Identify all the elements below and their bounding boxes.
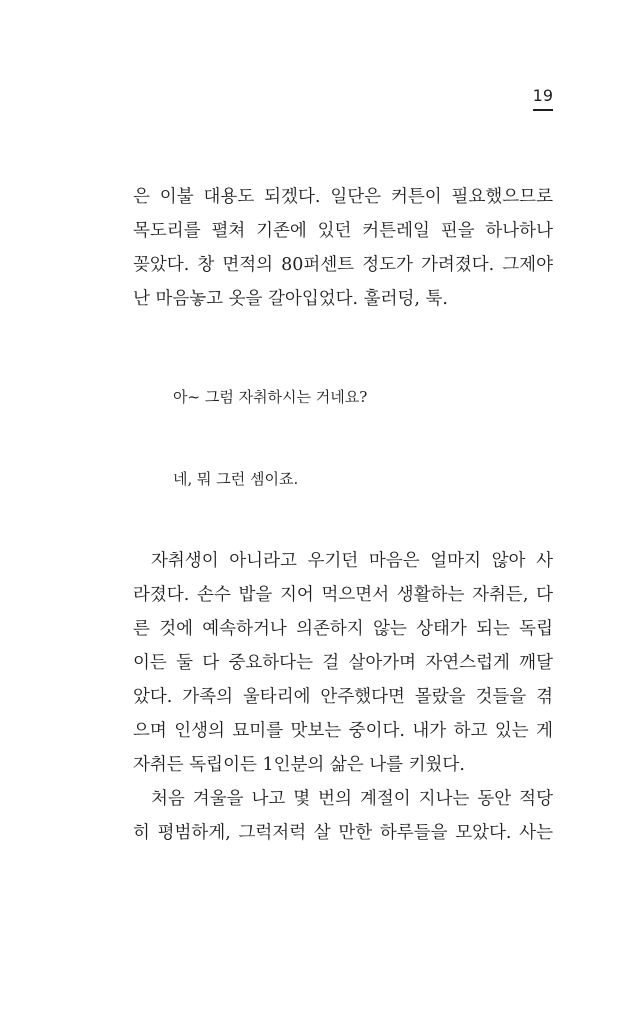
page-number: 19 xyxy=(533,86,553,111)
dialogue-block xyxy=(133,462,553,496)
text-line: 히 평범하게, 그럭저럭 살 만한 하루들을 모았다. 사는 xyxy=(133,823,553,843)
text-line: 자취생이 아니라고 우기던 마음은 얼마지 않아 사 xyxy=(151,551,553,571)
text-line: 난 마음놓고 옷을 갈아입었다. 훌러덩, 툭. xyxy=(133,289,448,309)
paragraph-1 xyxy=(133,180,553,316)
dialogue-block xyxy=(133,380,553,414)
text-line: 은 이불 대용도 되겠다. 일단은 커튼이 필요했으므로 xyxy=(133,187,553,207)
text-line: 목도리를 펼쳐 기존에 있던 커튼레일 핀을 하나하나 xyxy=(133,221,553,241)
text-line: 이든 둘 다 중요하다는 걸 살아가며 자연스럽게 깨달 xyxy=(133,653,553,673)
text-line: 자취든 독립이든 1인분의 삶은 나를 키웠다. xyxy=(133,755,465,775)
text-line: 라졌다. 손수 밥을 지어 먹으면서 생활하는 자취든, 다 xyxy=(133,585,553,605)
dialogue-line: 네, 뭐 그런 셈이죠. xyxy=(173,470,299,488)
dialogue-line: 아~ 그럼 자취하시는 거네요? xyxy=(173,388,368,406)
paragraph-3 xyxy=(133,782,553,850)
text-line: 른 것에 예속하거나 의존하지 않는 상태가 되는 독립 xyxy=(133,619,553,639)
text-line: 꽂았다. 창 면적의 80퍼센트 정도가 가려졌다. 그제야 xyxy=(133,255,553,275)
text-line: 으며 인생의 묘미를 맛보는 중이다. 내가 하고 있는 게 xyxy=(133,721,553,741)
text-line: 았다. 가족의 울타리에 안주했다면 몰랐을 것들을 겪 xyxy=(133,687,553,707)
text-line: 처음 겨울을 나고 몇 번의 계절이 지나는 동안 적당 xyxy=(151,789,553,809)
paragraph-2 xyxy=(133,544,553,782)
